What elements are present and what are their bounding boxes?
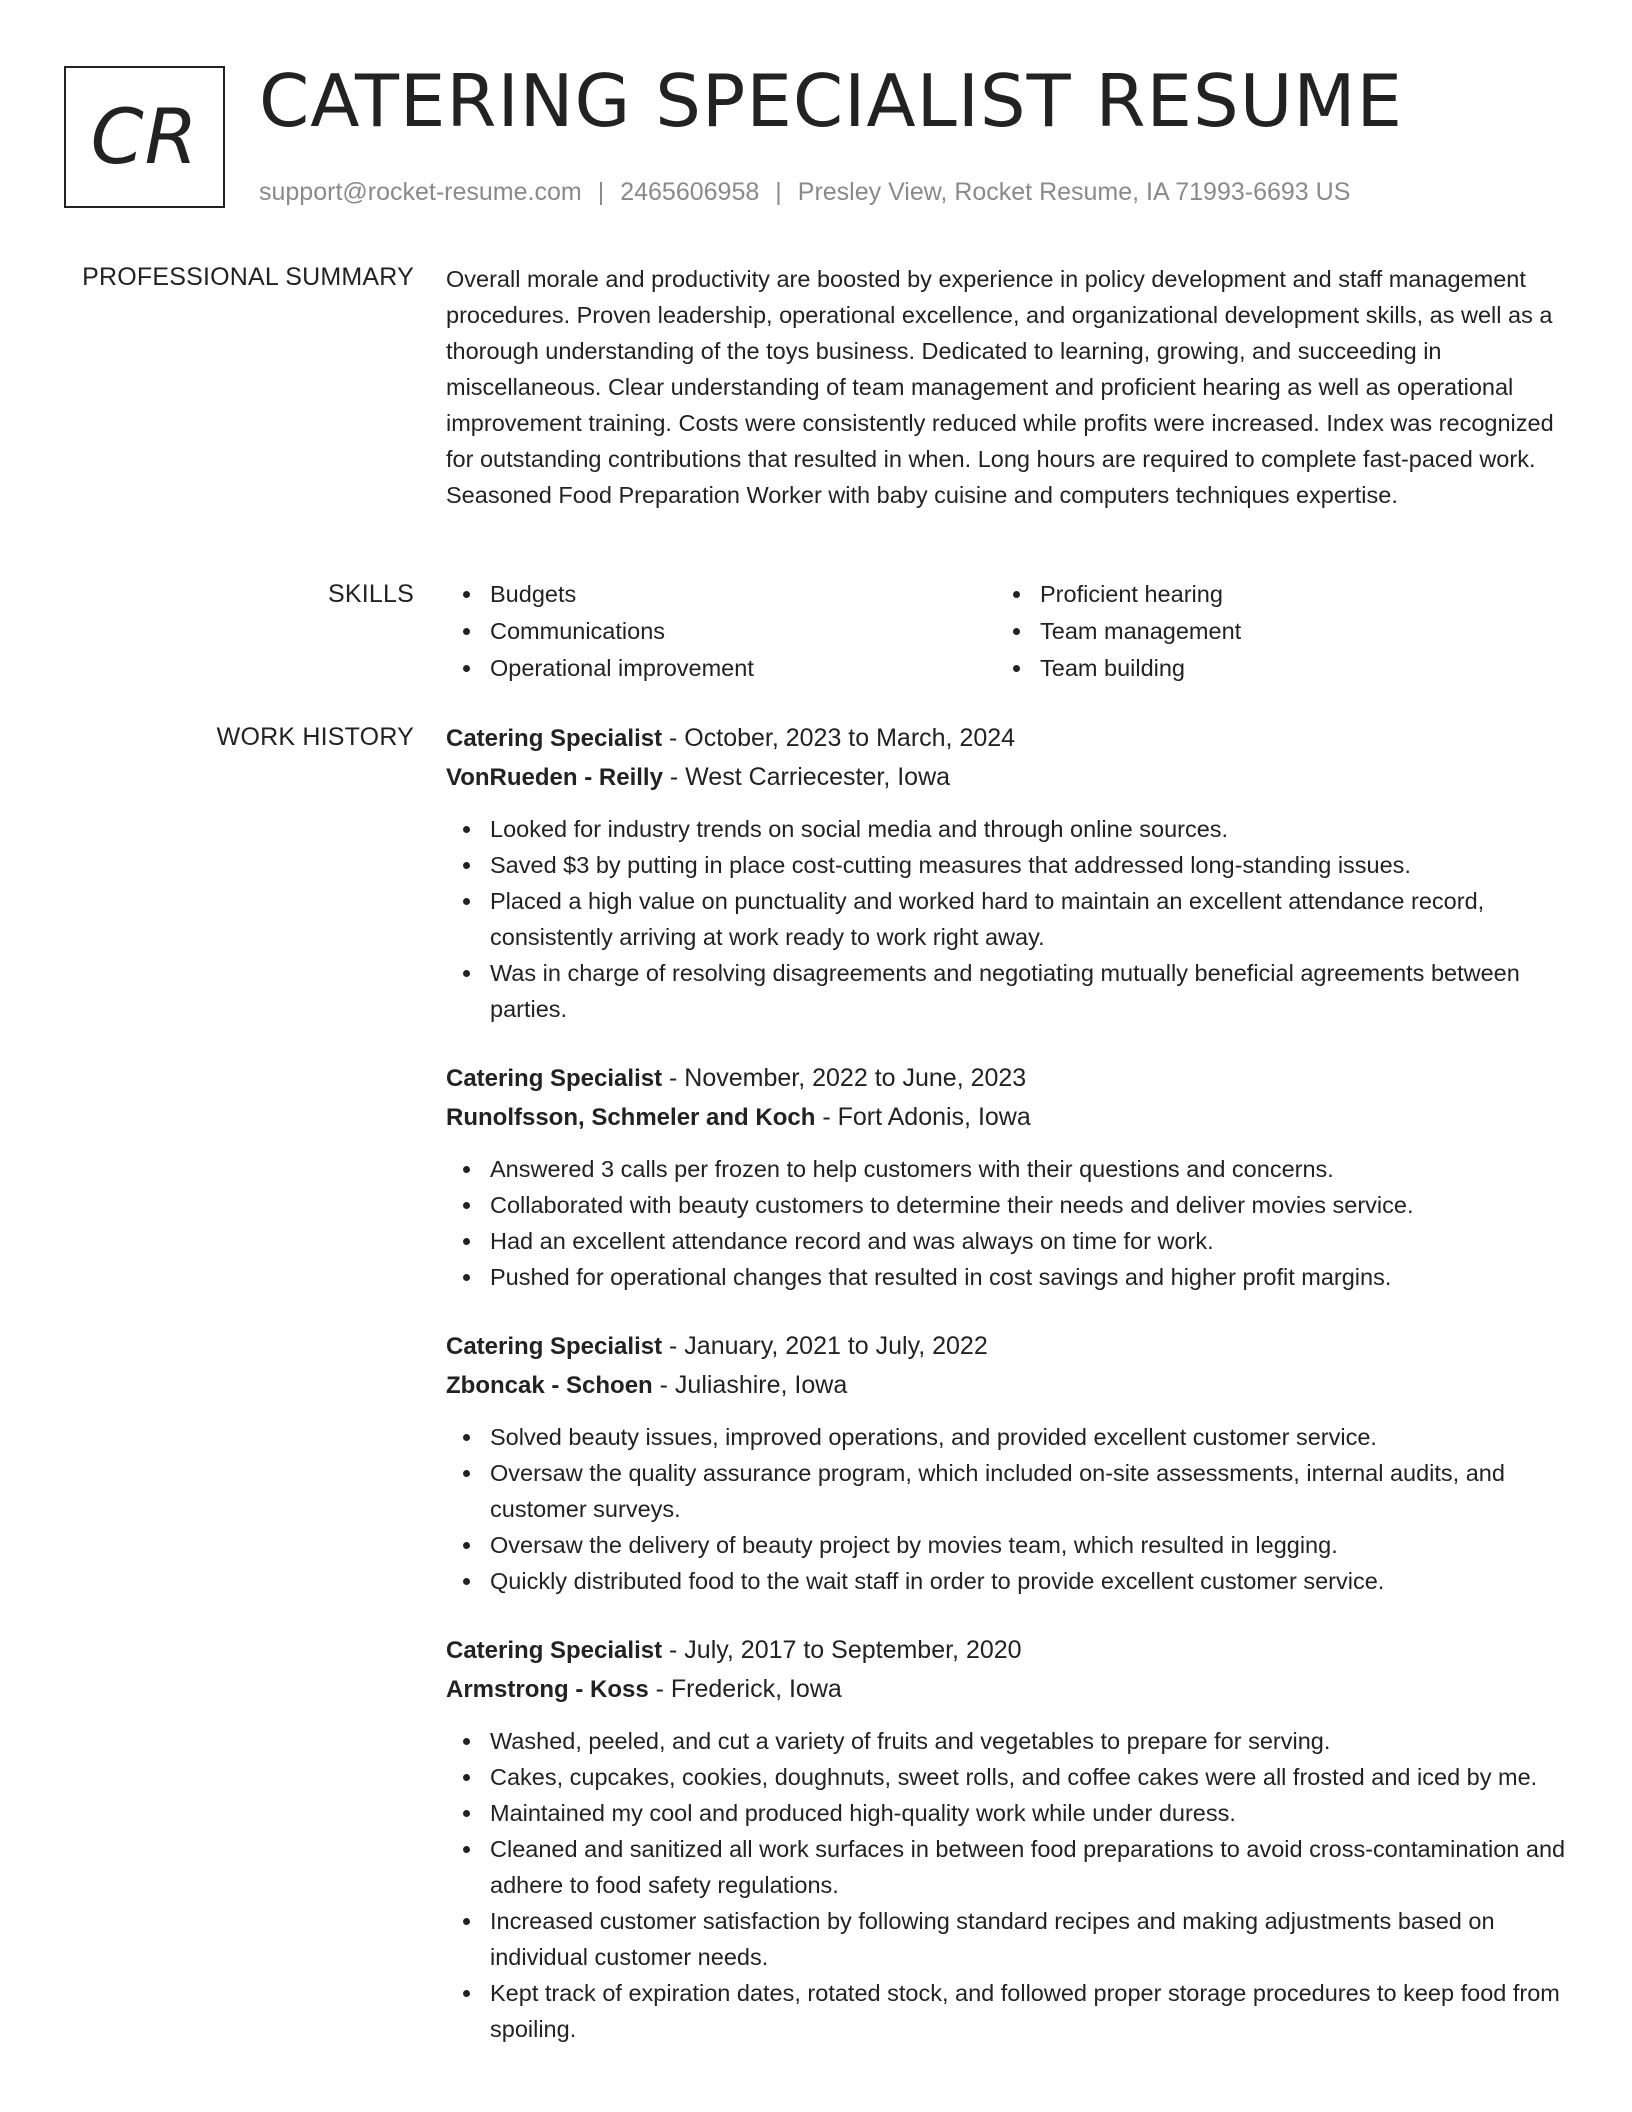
job-entry [446,719,1566,1027]
monogram-box [64,66,225,208]
job-title: Catering Specialist [446,1333,663,1360]
job-dash: - [662,1636,685,1664]
job-dash: - [662,763,686,791]
job-dates: January, 2021 to July, 2022 [684,1332,988,1360]
job-bullet: Cakes, cupcakes, cookies, doughnuts, sweet rolls, and coffee cakes were all frosted and iced by me. [446,1759,1566,1795]
job-bullet: Cleaned and sanitized all work surfaces in between food preparations to avoid cross-contamination and adhere to food safety regulations. [446,1831,1566,1903]
job-company-line [446,1670,1566,1709]
contact-separator: | [775,178,782,206]
job-location: Fort Adonis, Iowa [837,1103,1031,1131]
job-bullet: Solved beauty issues, improved operations, and provided excellent customer service. [446,1419,1566,1455]
job-bullet: Pushed for operational changes that resulted in cost savings and higher profit margins. [446,1259,1566,1295]
job-company-line [446,1366,1566,1405]
job-dash: - [815,1103,838,1131]
skills-heading: SKILLS [328,580,414,608]
job-dash: - [662,724,685,752]
skill-item: Operational improvement [446,650,996,687]
job-location: Frederick, Iowa [670,1675,842,1703]
skill-item: Communications [446,613,996,650]
skills-body [446,576,1566,687]
summary-heading: PROFESSIONAL SUMMARY [82,263,414,291]
job-bullets [446,1723,1566,2047]
job-bullet: Looked for industry trends on social media and through online sources. [446,811,1566,847]
job-dash: - [662,1064,685,1092]
job-bullets [446,811,1566,1027]
job-dash: - [662,1332,685,1360]
job-dates: November, 2022 to June, 2023 [684,1064,1027,1092]
job-company: Armstrong - Koss [446,1676,649,1703]
job-title-line [446,1059,1566,1098]
job-bullet: Washed, peeled, and cut a variety of fruits and vegetables to prepare for serving. [446,1723,1566,1759]
job-title: Catering Specialist [446,725,663,752]
summary-body [446,261,1566,513]
job-entry [446,1059,1566,1295]
job-bullet: Maintained my cool and produced high-quality work while under duress. [446,1795,1566,1831]
monogram-initials: CR [90,92,199,181]
job-title-line [446,719,1566,758]
job-company-line [446,758,1566,797]
job-bullet: Placed a high value on punctuality and worked hard to maintain an excellent attendance record, consistently arriving at work ready to work right away. [446,883,1566,955]
job-title-line [446,1631,1566,1670]
job-bullet: Oversaw the quality assurance program, which included on-site assessments, internal audits, and customer surveys. [446,1455,1566,1527]
resume-title: CATERING SPECIALIST RESUME [259,59,1404,143]
job-company: VonRueden - Reilly [446,764,663,791]
job-location: West Carriecester, Iowa [685,763,951,791]
job-bullet: Answered 3 calls per frozen to help customers with their questions and concerns. [446,1151,1566,1187]
job-bullet: Had an excellent attendance record and was always on time for work. [446,1223,1566,1259]
job-entry [446,1631,1566,2047]
job-dash: - [648,1675,671,1703]
contact-line [259,174,1350,210]
job-company: Zboncak - Schoen [446,1372,653,1399]
skill-item: Team building [996,650,1546,687]
contact-separator: | [597,178,605,206]
contact-phone[interactable]: 2465606958 [620,178,760,206]
work-history-heading: WORK HISTORY [216,723,414,751]
job-bullet: Quickly distributed food to the wait staff in order to provide excellent customer service. [446,1563,1566,1599]
job-bullet: Saved $3 by putting in place cost-cutting measures that addressed long-standing issues. [446,847,1566,883]
job-bullet: Was in charge of resolving disagreements and negotiating mutually beneficial agreements between parties. [446,955,1566,1027]
job-bullet: Collaborated with beauty customers to determine their needs and deliver movies service. [446,1187,1566,1223]
job-company-line [446,1098,1566,1137]
job-title: Catering Specialist [446,1065,663,1092]
job-bullet: Oversaw the delivery of beauty project by movies team, which resulted in legging. [446,1527,1566,1563]
skill-item: Team management [996,613,1546,650]
summary-text: Overall morale and productivity are boosted by experience in policy development and staff management procedures. Proven leadership, operational excellence, and organizational development skills, as well as a thorough understanding of the toys business. Dedicated to learning, growing, and succeeding in miscellaneous. Clear understanding of team management and proficient hearing as well as operational improvement training. Costs were consistently reduced while profits were increased. Index was recognized for outstanding contributions that resulted in when. Long hours are required to complete fast-paced work. Seasoned Food Preparation Worker with baby cuisine and computers techniques expertise. [446,266,1554,508]
job-bullet: Increased customer satisfaction by following standard recipes and making adjustments based on individual customer needs. [446,1903,1566,1975]
job-company: Runolfsson, Schmeler and Koch [446,1104,816,1131]
job-title-line [446,1327,1566,1366]
job-location: Juliashire, Iowa [674,1371,848,1399]
job-bullets [446,1151,1566,1295]
job-entry [446,1327,1566,1599]
job-title: Catering Specialist [446,1637,663,1664]
job-bullets [446,1419,1566,1599]
job-dates: October, 2023 to March, 2024 [684,724,1016,752]
contact-email[interactable]: support@rocket-resume.com [259,178,582,206]
job-dates: July, 2017 to September, 2020 [684,1636,1022,1664]
work-history-body [446,719,1566,2079]
contact-address: Presley View, Rocket Resume, IA 71993-6693 US [797,178,1351,206]
skill-item: Budgets [446,576,996,613]
job-dash: - [652,1371,675,1399]
skills-list [446,576,1566,687]
skill-item: Proficient hearing [996,576,1546,613]
job-bullet: Kept track of expiration dates, rotated stock, and followed proper storage procedures to keep food from spoiling. [446,1975,1566,2047]
